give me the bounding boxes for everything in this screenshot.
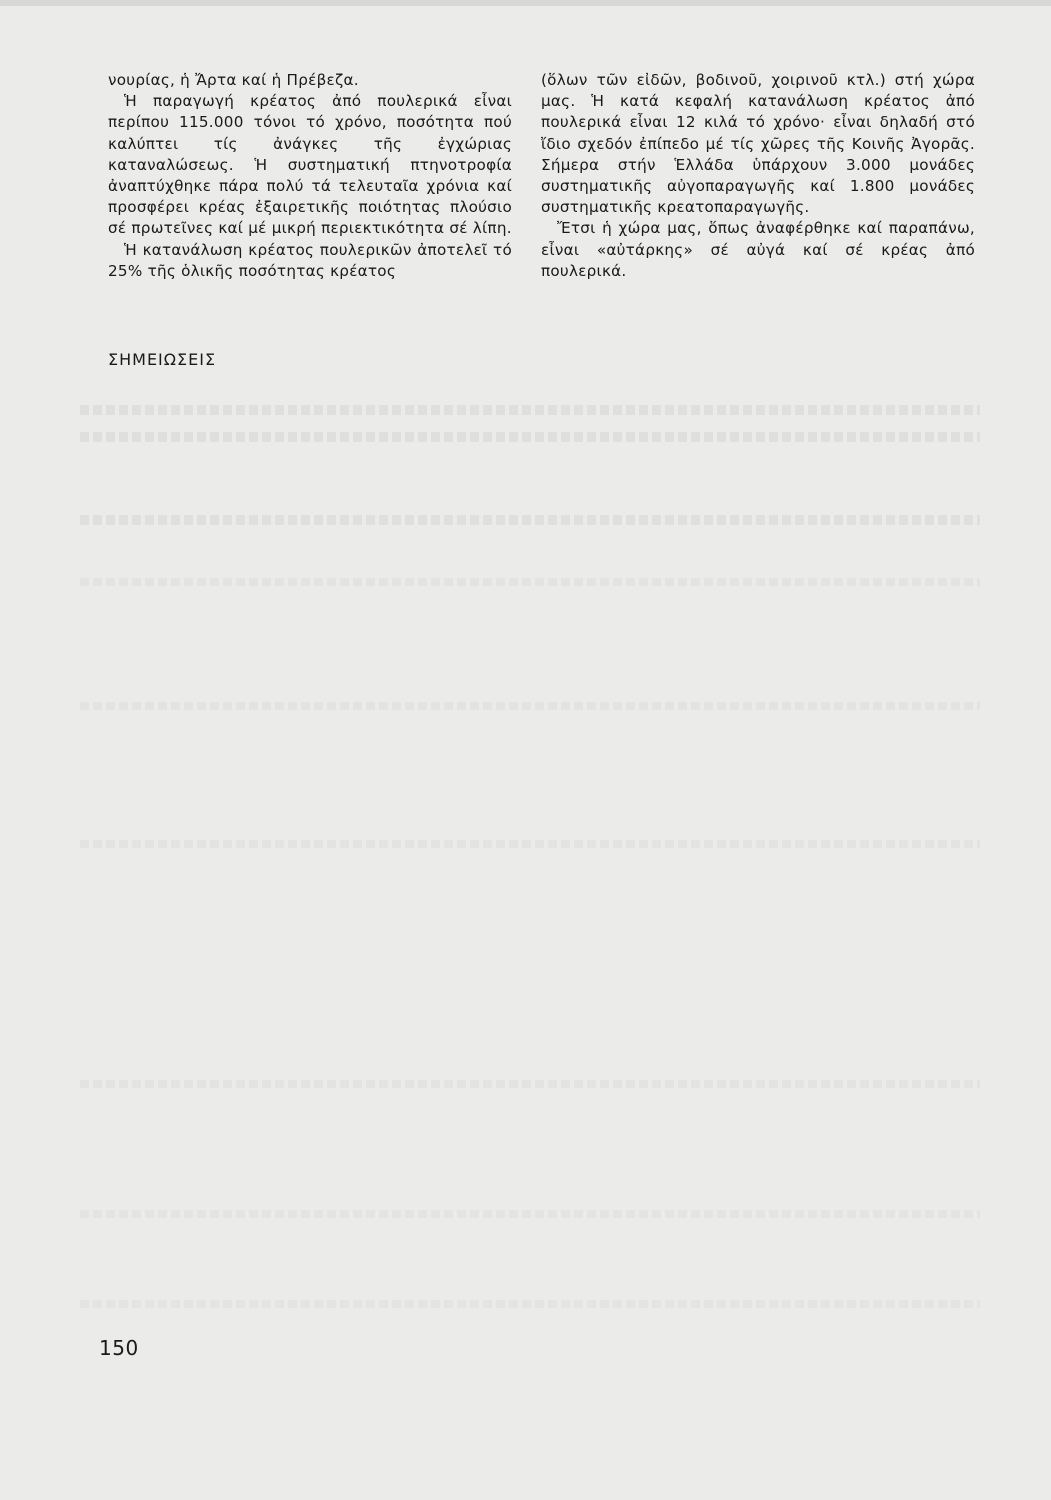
paragraph: Ἔτσι ἡ χώρα μας, ὅπως ἀναφέρθηκε καί παραπάνω, εἶναι «αὐτάρκης» σέ αὐγά καί σέ κρέας ἀπό πουλερικά. [541,219,975,280]
bleed-through-band [80,840,980,848]
bleed-through-band [80,1080,980,1088]
paragraph: Ἡ κατανάλωση κρέατος πουλερικῶν ἀποτελεῖ τό 25% τῆς ὁλικῆς ποσότητας κρέατος [108,240,512,280]
bleed-through-band [80,515,980,525]
bleed-through-band [80,1210,980,1218]
bleed-through-band [80,1300,980,1308]
left-text-column [108,70,512,282]
paragraph: νουρίας, ἡ Ἄρτα καί ἡ Πρέβεζα. [108,71,359,89]
bleed-through-band [80,405,980,415]
right-text-column [541,70,975,282]
page-top-edge [0,0,1051,6]
notes-heading: ΣΗΜΕΙΩΣΕΙΣ [108,350,217,369]
bleed-through-band [80,578,980,586]
paragraph: (ὅλων τῶν εἰδῶν, βοδινοῦ, χοιρινοῦ κτλ.) στή χώρα μας. Ἡ κατά κεφαλή κατανάλωση κρέατος ἀπό πουλερικά εἶναι 12 κιλά τό χρόνο· εἶναι δηλαδή στό ἴδιο σχεδόν ἐπίπεδο μέ τίς χῶρες τῆς Κοινῆς Ἀγορᾶς. Σήμερα στήν Ἑλλάδα ὑπάρχουν 3.000 μονάδες συστηματικῆς αὐγοπαραγωγῆς καί 1.800 μονάδες συστηματικῆς κρεατοπαραγωγῆς. [541,71,975,217]
bleed-through-band [80,432,980,442]
paragraph: Ἡ παραγωγή κρέατος ἀπό πουλερικά εἶναι περίπου 115.000 τόνοι τό χρόνο, ποσότητα πού καλύπτει τίς ἀνάγκες τῆς ἐγχώριας καταναλώσεως. Ἡ συστηματική πτηνοτροφία ἀναπτύχθηκε πάρα πολύ τά τελευταῖα χρόνια καί προσφέρει κρέας ἐξαιρετικῆς ποιότητας πλούσιο σέ πρωτεῖνες καί μέ μικρή περιεκτικότητα σέ λίπη. [108,92,512,238]
page-number: 150 [99,1336,139,1360]
bleed-through-band [80,702,980,710]
